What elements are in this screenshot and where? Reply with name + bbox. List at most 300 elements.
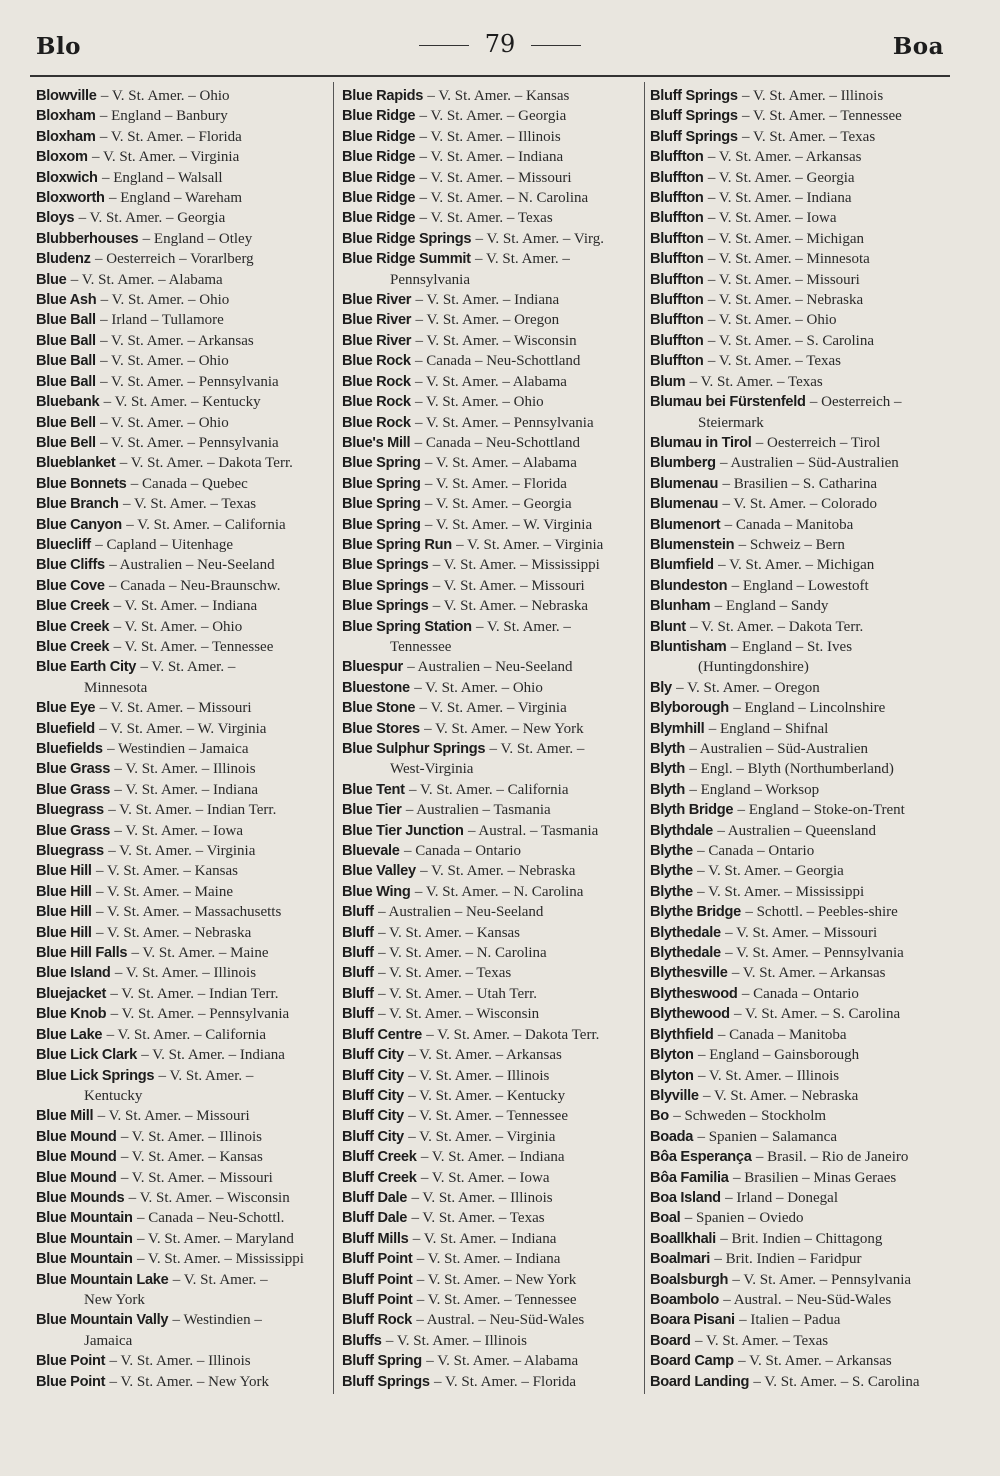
place-name: Bluegrass <box>36 802 104 819</box>
gazetteer-entry <box>342 984 639 1004</box>
place-name: Bluffton <box>650 210 704 227</box>
gazetteer-entry <box>36 106 328 126</box>
gazetteer-entry <box>342 902 639 922</box>
place-location: – V. St. Amer. – Nebraska <box>703 1087 859 1104</box>
place-location: – V. St. Amer. – Texas <box>378 965 512 982</box>
place-location: – V. St. Amer. – <box>475 251 570 268</box>
place-name: Blue Mountain Vally <box>36 1312 169 1329</box>
gazetteer-entry <box>36 515 328 535</box>
gazetteer-entry <box>36 800 328 820</box>
gazetteer-entry <box>36 413 328 433</box>
place-location: – V. St. Amer. – Mississippi <box>697 883 865 900</box>
gazetteer-entry <box>36 1168 328 1188</box>
place-name: Blue River <box>342 292 412 309</box>
gazetteer-entry <box>650 596 950 616</box>
place-location: – V. St. Amer. – Ohio <box>415 394 544 411</box>
place-location: – V. St. Amer. – Alabama <box>415 373 567 390</box>
place-name: Bluff <box>342 985 374 1002</box>
place-name: Blue Valley <box>342 863 416 880</box>
place-name: Bluffs <box>342 1332 382 1349</box>
place-name: Blue Cove <box>36 577 105 594</box>
gazetteer-entry <box>342 719 639 739</box>
gazetteer-entry <box>342 678 639 698</box>
gazetteer-entry <box>36 596 328 616</box>
place-location: – V. St. Amer. – Texas <box>411 1210 545 1227</box>
place-location: – V. St. Amer. – Ohio <box>113 618 243 635</box>
place-name: Blunham <box>650 598 711 615</box>
place-name: Blue Sulphur Springs <box>342 741 486 757</box>
place-location: – England – Wareham <box>108 190 243 207</box>
place-name: Blowville <box>36 88 97 104</box>
place-name: Blue Ridge <box>342 128 416 145</box>
place-location: – Austral. – Neu-Süd-Wales <box>723 1291 892 1308</box>
place-location: – V. St. Amer. – Illinois <box>411 1189 553 1206</box>
place-location: – Canada – Manitoba <box>717 1026 847 1043</box>
place-location: – Brasil. – Rio de Janeiro <box>755 1149 909 1166</box>
gazetteer-entry <box>650 1106 950 1126</box>
place-location: – V. St. Amer. – Pennsylvania <box>725 945 904 962</box>
place-location-continuation: New York <box>84 1291 145 1308</box>
place-name: Blue River <box>342 332 412 349</box>
place-location: – Spanien – Salamanca <box>697 1128 837 1145</box>
place-name: Blue Spring <box>342 475 421 492</box>
place-location: – V. St. Amer. – Michigan <box>707 230 864 247</box>
place-name: Bludenz <box>36 251 91 268</box>
place-location: – V. St. Amer. – Illinois <box>114 965 257 982</box>
place-name: Blue Mound <box>36 1128 117 1145</box>
gazetteer-entry <box>342 739 639 780</box>
place-name: Blue Ridge Springs <box>342 230 472 247</box>
place-name: Blue Knob <box>36 1006 107 1023</box>
place-location: – V. St. Amer. – Texas <box>742 128 876 145</box>
place-location: – V. St. Amer. – Missouri <box>97 1108 250 1125</box>
place-location: – V. St. Amer. – Minnesota <box>707 251 870 268</box>
place-location: – Oesterreich – Tirol <box>755 434 881 451</box>
gazetteer-entry <box>650 1025 950 1045</box>
gazetteer-entry <box>36 1249 328 1269</box>
place-location: – V. St. Amer. – Virginia <box>92 149 240 166</box>
gazetteer-entry <box>342 168 639 188</box>
place-name: Boara Pisani <box>650 1312 735 1329</box>
place-location: – Westindien – <box>172 1312 262 1329</box>
gazetteer-entry <box>342 494 639 514</box>
place-location: – England – Lincolnshire <box>733 700 886 717</box>
place-name: Blue Creek <box>36 598 110 615</box>
gazetteer-entry <box>342 861 639 881</box>
place-location: – V. St. Amer. – Missouri <box>99 700 252 717</box>
gazetteer-entry <box>342 1188 639 1208</box>
gazetteer-entry <box>36 1025 328 1045</box>
gazetteer-entry <box>36 576 328 596</box>
place-name: Blue Ridge <box>342 169 416 186</box>
place-location: – V. St. Amer. – Alabama <box>70 271 223 288</box>
place-name: Blue Creek <box>36 618 110 635</box>
gazetteer-entry <box>342 1249 639 1269</box>
header-dash-right <box>531 45 581 46</box>
place-location: – Capland – Uitenhage <box>95 536 234 553</box>
place-name: Blumenstein <box>650 536 735 553</box>
place-name: Blumfield <box>650 557 714 574</box>
gazetteer-entry <box>650 106 950 126</box>
gazetteer-entry <box>36 147 328 167</box>
place-name: Blue Canyon <box>36 516 122 533</box>
place-name: Blue Bonnets <box>36 475 127 492</box>
place-name: Blue Wing <box>342 883 411 900</box>
place-name: Bluffton <box>650 312 704 329</box>
gazetteer-entry <box>650 1331 950 1351</box>
place-name: Bluff Point <box>342 1291 413 1308</box>
place-location: – V. St. Amer. – Oregon <box>415 312 560 329</box>
gazetteer-entry <box>36 617 328 637</box>
place-name: Bluffton <box>650 353 704 370</box>
place-name: Boalsburgh <box>650 1271 729 1288</box>
place-name: Blythewood <box>650 1006 730 1023</box>
place-name: Bluffton <box>650 251 704 268</box>
gazetteer-entry <box>342 229 639 249</box>
place-location: – Engl. – Blyth (Northumberland) <box>689 761 894 778</box>
place-name: Bloxwich <box>36 169 98 186</box>
gazetteer-entry <box>36 1270 328 1311</box>
gazetteer-entry <box>650 576 950 596</box>
place-name: Blue Earth City <box>36 659 137 676</box>
place-name: Blue Springs <box>342 598 429 615</box>
place-location: – V. St. Amer. – N. Carolina <box>414 883 584 900</box>
place-name: Blue Branch <box>36 496 119 513</box>
gazetteer-entry <box>650 1168 950 1188</box>
place-name: Blyth <box>650 741 685 757</box>
place-location: – V. St. Amer. – Michigan <box>718 557 875 574</box>
place-name: Blyton <box>650 1047 694 1064</box>
gazetteer-entry <box>342 453 639 473</box>
place-location: – V. St. Amer. – Pennsylvania <box>100 434 279 451</box>
gazetteer-entry <box>36 1066 328 1107</box>
place-location: – V. St. Amer. – Illinois <box>408 1067 550 1084</box>
place-name: Blue Rock <box>342 353 411 370</box>
place-name: Board <box>650 1332 691 1349</box>
gazetteer-entry <box>36 1372 328 1392</box>
place-location: – Schweiz – Bern <box>738 536 845 553</box>
header-left-keyword: Blo <box>36 33 82 60</box>
place-name: Blythe Bridge <box>650 904 741 921</box>
place-location: – V. St. Amer. – Tennessee <box>742 108 902 125</box>
place-location: – Brasilien – S. Catharina <box>722 475 878 492</box>
gazetteer-entry <box>342 963 639 983</box>
place-location: – V. St. Amer. – Arkansas <box>408 1047 562 1064</box>
place-name: Blue's Mill <box>342 434 411 451</box>
place-location: – V. St. Amer. – Massachusetts <box>96 904 282 921</box>
page-header <box>0 30 1000 70</box>
gazetteer-entry <box>36 1351 328 1371</box>
gazetteer-entry <box>650 453 950 473</box>
place-location: – Oesterreich – <box>809 394 902 411</box>
gazetteer-entry <box>36 535 328 555</box>
place-name: Blyville <box>650 1087 699 1104</box>
place-location: – V. St. Amer. – Maine <box>131 945 269 962</box>
place-location-continuation: West-Virginia <box>390 761 474 778</box>
gazetteer-entry <box>342 1331 639 1351</box>
place-name: Blue Cliffs <box>36 557 105 574</box>
place-name: Blue Stone <box>342 700 416 717</box>
header-rule <box>30 75 950 77</box>
place-location: – V. St. Amer. – Arkansas <box>738 1353 892 1370</box>
place-name: Blumberg <box>650 455 716 472</box>
place-location: – V. St. Amer. – Mississippi <box>136 1251 304 1268</box>
gazetteer-entry <box>342 923 639 943</box>
gazetteer-entry <box>36 474 328 494</box>
gazetteer-entry <box>36 1147 328 1167</box>
place-location: – England – Otley <box>142 230 253 247</box>
gazetteer-entry <box>36 310 328 330</box>
place-location: – V. St. Amer. – Oregon <box>676 679 820 696</box>
place-name: Blythesville <box>650 965 728 982</box>
place-location: – V. St. Amer. – Kansas <box>120 1149 263 1166</box>
place-location: – V. St. Amer. – Indiana <box>141 1047 285 1064</box>
place-name: Bluffton <box>650 332 704 349</box>
place-location: – V. St. Amer. – Nebraska <box>96 924 252 941</box>
place-location: – V. St. Amer. – Ohio <box>100 414 229 431</box>
place-name: Blue <box>36 271 67 288</box>
place-location: – V. St. Amer. – Dakota Terr. <box>426 1026 600 1043</box>
place-location: – V. St. Amer. – S. Carolina <box>753 1373 920 1390</box>
place-name: Blue Point <box>36 1353 106 1370</box>
gazetteer-entry <box>342 433 639 453</box>
place-location: – Canada – Quebec <box>130 475 248 492</box>
column-2 <box>342 86 639 1392</box>
place-name: Blue Rapids <box>342 88 424 104</box>
place-location: – V. St. Amer. – Nebraska <box>420 863 576 880</box>
place-location: – V. St. Amer. – Alabama <box>424 455 577 472</box>
gazetteer-entry <box>650 168 950 188</box>
place-name: Blue Springs <box>342 557 429 574</box>
place-name: Blue Mountain Lake <box>36 1271 169 1288</box>
gazetteer-entry <box>650 1208 950 1228</box>
place-location: – Canada – Ontario <box>697 843 815 860</box>
place-name: Bluff Spring <box>342 1353 422 1370</box>
gazetteer-entry <box>36 984 328 1004</box>
gazetteer-entry <box>342 1127 639 1147</box>
place-location: – V. St. Amer. – Florida <box>99 128 242 145</box>
place-location: – Brasilien – Minas Geraes <box>732 1169 897 1186</box>
gazetteer-entry <box>36 392 328 412</box>
place-name: Bluff Springs <box>342 1373 430 1390</box>
place-location-continuation: Kentucky <box>84 1087 143 1104</box>
gazetteer-entry <box>342 1229 639 1249</box>
place-name: Blum <box>650 373 686 390</box>
place-location: – V. St. Amer. – <box>158 1067 254 1084</box>
gazetteer-entry <box>650 270 950 290</box>
place-location: – V. St. Amer. – S. Carolina <box>707 332 874 349</box>
place-name: Blue Rock <box>342 414 411 431</box>
place-name: Bluff City <box>342 1047 404 1064</box>
place-location: – V. St. Amer. – Texas <box>419 210 553 227</box>
gazetteer-entry <box>342 1025 639 1045</box>
place-name: Bluebank <box>36 394 100 411</box>
gazetteer-entry <box>650 902 950 922</box>
place-name: Blue Eye <box>36 700 96 717</box>
gazetteer-entry <box>36 208 328 228</box>
place-location: – V. St. Amer. – <box>489 741 585 757</box>
place-location: – V. St. Amer. – California <box>409 781 569 798</box>
gazetteer-entry <box>36 372 328 392</box>
place-location: – V. St. Amer. – Tennessee <box>416 1291 577 1308</box>
gazetteer-entry <box>342 821 639 841</box>
place-name: Blythe <box>650 883 693 900</box>
place-location: – V. St. Amer. – Illinois <box>697 1067 840 1084</box>
gazetteer-entry <box>36 270 328 290</box>
place-name: Bluff Point <box>342 1251 413 1268</box>
gazetteer-entry <box>650 943 950 963</box>
header-right-keyword: Boa <box>892 33 944 60</box>
place-location: – V. St. Amer. – Pennsylvania <box>100 373 279 390</box>
place-location-continuation: (Huntingdonshire) <box>698 659 809 676</box>
gazetteer-entry <box>36 1106 328 1126</box>
gazetteer-entry <box>36 1045 328 1065</box>
place-name: Bluff <box>342 904 374 921</box>
place-name: Blue Lick Springs <box>36 1067 155 1084</box>
gazetteer-entry <box>650 963 950 983</box>
place-location: – V. St. Amer. – Pennsylvania <box>732 1271 912 1288</box>
place-location: – V. St. Amer. – <box>476 618 571 635</box>
place-location: – England – Gainsborough <box>697 1047 860 1064</box>
place-name: Bly <box>650 679 672 696</box>
place-location: – V. St. Amer. – Virginia <box>419 700 567 717</box>
gazetteer-entry <box>650 1290 950 1310</box>
place-name: Boada <box>650 1128 694 1145</box>
place-name: Blyborough <box>650 700 729 717</box>
gazetteer-entry <box>342 208 639 228</box>
place-name: Blue Spring Run <box>342 536 452 553</box>
gazetteer-entry <box>36 739 328 759</box>
gazetteer-entry <box>342 1066 639 1086</box>
place-name: Bluffton <box>650 230 704 247</box>
place-location: – V. St. Amer. – Arkansas <box>707 149 862 166</box>
place-location: – V. St. Amer. – Nebraska <box>432 598 589 615</box>
column-1 <box>36 86 328 1392</box>
gazetteer-entry <box>36 821 328 841</box>
place-name: Blyth Bridge <box>650 802 734 819</box>
place-name: Blue Rock <box>342 394 411 411</box>
place-name: Blue Bell <box>36 434 96 451</box>
gazetteer-entry <box>36 1208 328 1228</box>
gazetteer-entry <box>36 923 328 943</box>
place-name: Blumenau <box>650 496 719 513</box>
gazetteer-entry <box>650 1229 950 1249</box>
gazetteer-entry <box>650 229 950 249</box>
place-name: Blue Hill <box>36 863 92 880</box>
place-name: Bluff <box>342 1006 374 1023</box>
place-name: Bluffton <box>650 190 704 207</box>
place-name: Blue Tent <box>342 781 405 798</box>
gazetteer-entry <box>650 188 950 208</box>
gazetteer-entry <box>342 515 639 535</box>
place-name: Bluff Creek <box>342 1169 417 1186</box>
gazetteer-entry <box>650 86 950 106</box>
gazetteer-entry <box>342 882 639 902</box>
place-name: Bluevale <box>342 843 400 860</box>
place-name: Bluff Springs <box>650 128 738 145</box>
gazetteer-entry <box>650 515 950 535</box>
place-location: – V. St. Amer. – Iowa <box>114 822 244 839</box>
place-location: – V. St. Amer. – Florida <box>434 1373 577 1390</box>
gazetteer-entry <box>36 229 328 249</box>
place-location: – V. St. Amer. – Missouri <box>419 169 572 186</box>
place-location: – England – Stoke-on-Trent <box>737 802 905 819</box>
gazetteer-entry <box>650 800 950 820</box>
place-location: – Canada – Ontario <box>403 843 522 860</box>
place-location: – England – St. Ives <box>730 638 853 655</box>
page-number-block <box>0 30 1000 58</box>
place-location-continuation: Tennessee <box>390 638 452 655</box>
place-name: Board Landing <box>650 1373 750 1390</box>
gazetteer-entry <box>342 1147 639 1167</box>
place-location: – V. St. Amer. – Missouri <box>725 924 878 941</box>
place-location: – V. St. Amer. – Ohio <box>100 353 229 370</box>
gazetteer-entry <box>650 1066 950 1086</box>
gazetteer-entry <box>36 249 328 269</box>
place-location: – Brit. Indien – Faridpur <box>714 1251 862 1268</box>
gazetteer-entry <box>650 678 950 698</box>
place-name: Boa Island <box>650 1189 721 1206</box>
gazetteer-entry <box>342 1372 639 1392</box>
gazetteer-entry <box>36 1004 328 1024</box>
gazetteer-entry <box>650 474 950 494</box>
place-location: – V. St. Amer. – Kentucky <box>103 394 261 411</box>
place-name: Blue Mountain <box>36 1230 133 1247</box>
place-location: – V. St. Amer. – Florida <box>424 475 567 492</box>
gazetteer-entry <box>36 698 328 718</box>
gazetteer-entry <box>650 331 950 351</box>
place-name: Bluff Rock <box>342 1312 412 1329</box>
gazetteer-entry <box>650 1310 950 1330</box>
place-location: – V. St. Amer. – Virginia <box>408 1128 556 1145</box>
place-name: Bluff Springs <box>650 108 738 125</box>
place-location: – V. St. Amer. – California <box>106 1026 267 1043</box>
gazetteer-entry <box>650 494 950 514</box>
place-name: Blumau in Tirol <box>650 434 752 451</box>
gazetteer-entry <box>650 739 950 759</box>
gazetteer-entry <box>650 882 950 902</box>
place-location: – V. St. Amer. – Tennessee <box>408 1108 568 1125</box>
place-name: Blue Mound <box>36 1149 117 1166</box>
header-dash-left <box>419 45 469 46</box>
gazetteer-entry <box>342 1208 639 1228</box>
place-name: Blue Mill <box>36 1108 94 1125</box>
gazetteer-entry <box>36 494 328 514</box>
place-location: – England – Lowestoft <box>731 577 869 594</box>
gazetteer-entry <box>650 147 950 167</box>
place-location: – V. St. Amer. – Tennessee <box>113 638 274 655</box>
place-location: – V. St. Amer. – Indiana <box>114 781 259 798</box>
place-location: – Westindien – Jamaica <box>107 741 249 757</box>
gazetteer-entry <box>36 127 328 147</box>
place-location: – V. St. Amer. – Indiana <box>416 1251 561 1268</box>
place-location: – V. St. Amer. – Nebraska <box>707 292 864 309</box>
gazetteer-entry <box>36 168 328 188</box>
place-location: – V. St. Amer. – Virginia <box>108 843 256 860</box>
gazetteer-entry <box>650 923 950 943</box>
gazetteer-entry <box>650 1188 950 1208</box>
place-location: – Italien – Padua <box>739 1312 841 1329</box>
gazetteer-entry <box>650 127 950 147</box>
place-name: Bôa Familia <box>650 1169 729 1186</box>
column-3 <box>650 86 950 1392</box>
place-name: Bloys <box>36 210 75 227</box>
gazetteer-entry <box>342 290 639 310</box>
place-name: Bluefields <box>36 741 103 757</box>
place-name: Bluestone <box>342 679 410 696</box>
gazetteer-entry <box>650 555 950 575</box>
place-name: Blythfield <box>650 1026 714 1043</box>
